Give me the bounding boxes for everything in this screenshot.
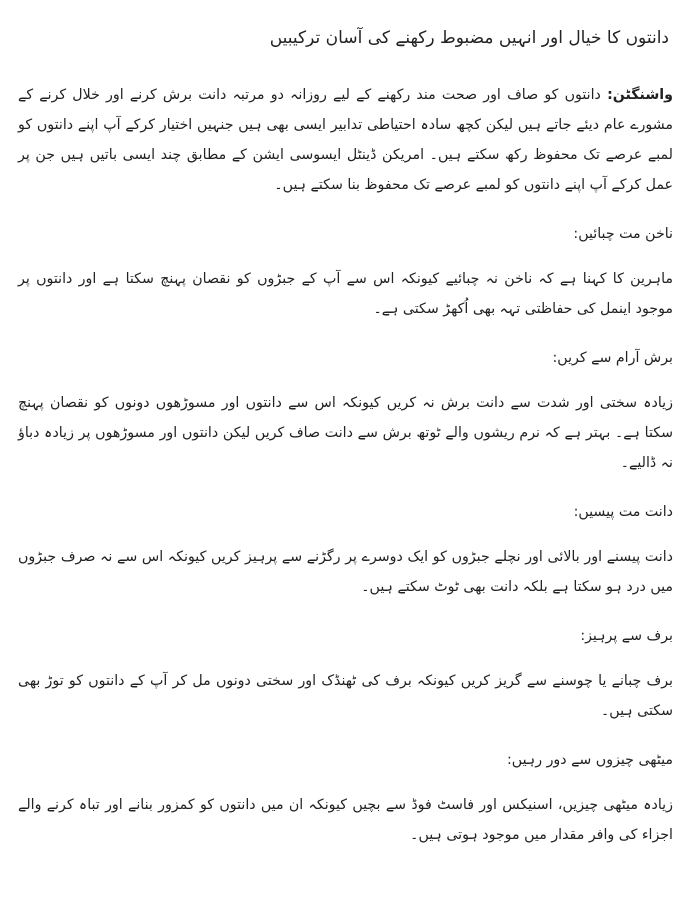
intro-text: دانتوں کو صاف اور صحت مند رکھنے کے لیے روزانہ دو مرتبہ دانت برش کرنے اور خلال کرنے کے مشورے عام دیئے جاتے ہیں لیکن کچھ سادہ احتیاطی تدابیر ایسی بھی ہیں جنہیں اختیار کرکے آپ اپنے دانتوں کو لمبے عرصے تک محفوظ رکھ سکتے ہیں۔ امریکن ڈینٹل ایسوسی ایشن کے مطابق چند ایسی باتیں ہیں جن پر عمل کرکے آپ اپنے دانتوں کو لمبے عرصے تک محفوظ بنا سکتے ہیں۔ bbox=[18, 87, 673, 193]
section-heading-brush: برش آرام سے کریں: bbox=[552, 350, 673, 366]
section-body-nails: ماہرین کا کہنا ہے کہ ناخن نہ چبائیے کیونکہ اس سے آپ کے جبڑوں کو نقصان پہنچ سکتا ہے اور دانتوں پر موجود اینمل کی حفاظتی تہہ بھی اُکھڑ سکتی ہے۔ bbox=[18, 271, 673, 317]
section-heading-grinding: دانت مت پیسیں: bbox=[573, 504, 673, 520]
section-body-ice: برف چبانے یا چوسنے سے گریز کریں کیونکہ برف کی ٹھنڈک اور سختی دونوں مل کر آپ کے دانتوں کو توڑ بھی سکتی ہیں۔ bbox=[18, 673, 673, 719]
article-title: دانتوں کا خیال اور انہیں مضبوط رکھنے کی آسان ترکیبیں bbox=[269, 28, 669, 48]
section-body-sweets: زیادہ میٹھی چیزیں، اسنیکس اور فاسٹ فوڈ سے بچیں کیونکہ ان میں دانتوں کو کمزور بنانے اور تباہ کرنے والے اجزاء کی وافر مقدار میں موجود ہوتی ہیں۔ bbox=[18, 797, 673, 843]
section-heading-ice: برف سے پرہیز: bbox=[580, 628, 673, 644]
intro-paragraph bbox=[18, 80, 673, 200]
section-heading-sweets: میٹھی چیزوں سے دور رہیں: bbox=[507, 752, 673, 768]
dateline: واشنگٹن: bbox=[607, 87, 673, 103]
article bbox=[18, 26, 673, 872]
section-body-grinding: دانت پیسنے اور بالائی اور نچلے جبڑوں کو ایک دوسرے پر رگڑنے سے پرہیز کریں کیونکہ اس سے نہ صرف جبڑوں میں درد ہو سکتا ہے بلکہ دانت بھی ٹوٹ سکتے ہیں۔ bbox=[18, 549, 673, 595]
section-heading-nails: ناخن مت چبائیں: bbox=[573, 226, 673, 242]
section-body-brush: زیادہ سختی اور شدت سے دانت برش نہ کریں کیونکہ اس سے دانتوں اور مسوڑھوں دونوں کو نقصان پہنچ سکتا ہے۔ بہتر ہے کہ نرم ریشوں والے ٹوتھ برش سے دانت صاف کریں لیکن دانتوں اور مسوڑھوں پر زیادہ دباؤ نہ ڈالیے۔ bbox=[18, 395, 673, 471]
